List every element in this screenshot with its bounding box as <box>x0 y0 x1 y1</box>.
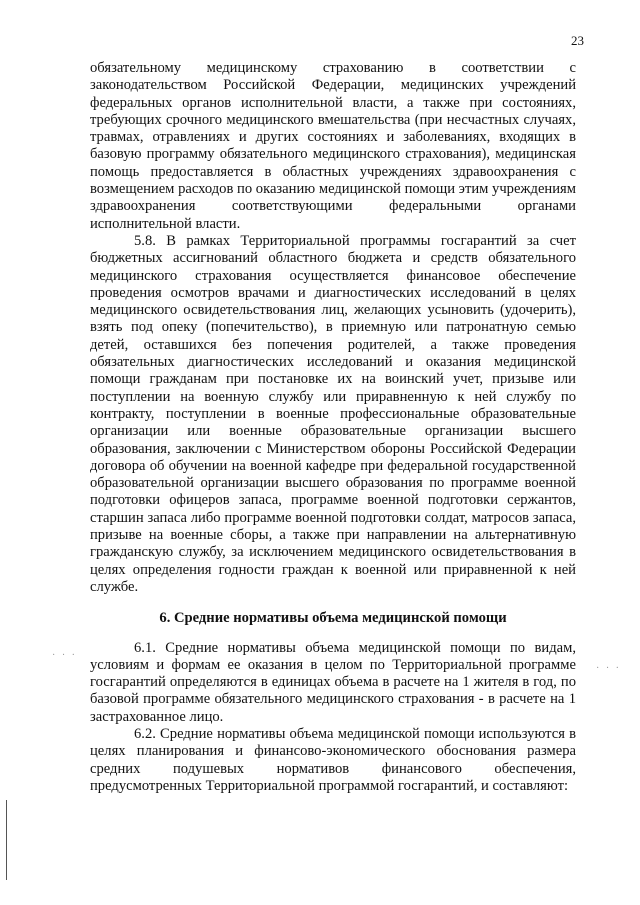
scan-margin-line <box>6 800 7 880</box>
document-body <box>90 60 576 795</box>
paragraph-continuation: обязательному медицинскому страхованию в соответствии с законодательством Российской Федерации, медицинских учреждений федеральных органов исполнительной власти, а также при состояниях, требующих срочного медицинского вмешательства (при несчастных случаях, травмах, отравлениях и других состояниях и заболеваниях, входящих в базовую программу обязательного медицинского страхования), медицинская помощь предоставляется в областных учреждениях здравоохранения с возмещением расходов по оказанию медицинской помощи этим учреждениям здравоохранения соответствующими федеральными органами исполнительной власти. <box>90 60 576 232</box>
paragraph-5-8: 5.8. В рамках Территориальной программы госгарантий за счет бюджетных ассигнований областного бюджета и средств обязательного медицинского страхования осуществляется финансовое обеспечение проведения осмотров врачами и диагностических исследований в целях медицинского освидетельствования лиц, желающих усыновить (удочерить), взять под опеку (попечительство), в приемную или патронатную семью детей, оставшихся без попечения родителей, а также проведения обязательных диагностических исследований и оказания медицинской помощи гражданам при постановке их на воинский учет, призыве или поступлении на военную службу или приравненную к ней службу по контракту, поступлении в военные профессиональные образовательные организации или военные образовательные организации высшего образования, заключении с Министерством обороны Российской Федерации договора об обучении на военной кафедре при федеральной государственной образовательной организации высшего образования по программе военной подготовки офицеров запаса, программе военной подготовки сержантов, старшин запаса либо программе военной подготовки солдат, матросов запаса, призыве на военные сборы, а также при направлении на альтернативную гражданскую службу, за исключением медицинского освидетельствования в целях определения годности граждан к военной или приравненной к ней службе. <box>90 232 576 595</box>
paragraph-6-2: 6.2. Средние нормативы объема медицинской помощи используются в целях планирования и финансово-экономического обоснования размера средних подушевых нормативов финансового обеспечения, предусмотренных Территориальной программой госгарантий, и составляют: <box>90 725 576 794</box>
section-heading: 6. Средние нормативы объема медицинской помощи <box>159 610 507 627</box>
paragraph-6-1: 6.1. Средние нормативы объема медицинской помощи по видам, условиям и формам ее оказания в целом по Территориальной программе госгарантий определяются в единицах объема в расчете на 1 жителя в год, по базовой программе обязательного медицинского страхования - в расчете на 1 застрахованное лицо. <box>90 639 576 725</box>
scan-dots-left: · · · <box>52 650 77 661</box>
page-number: 23 <box>571 33 584 48</box>
scan-dots-right: · · · <box>596 663 621 674</box>
